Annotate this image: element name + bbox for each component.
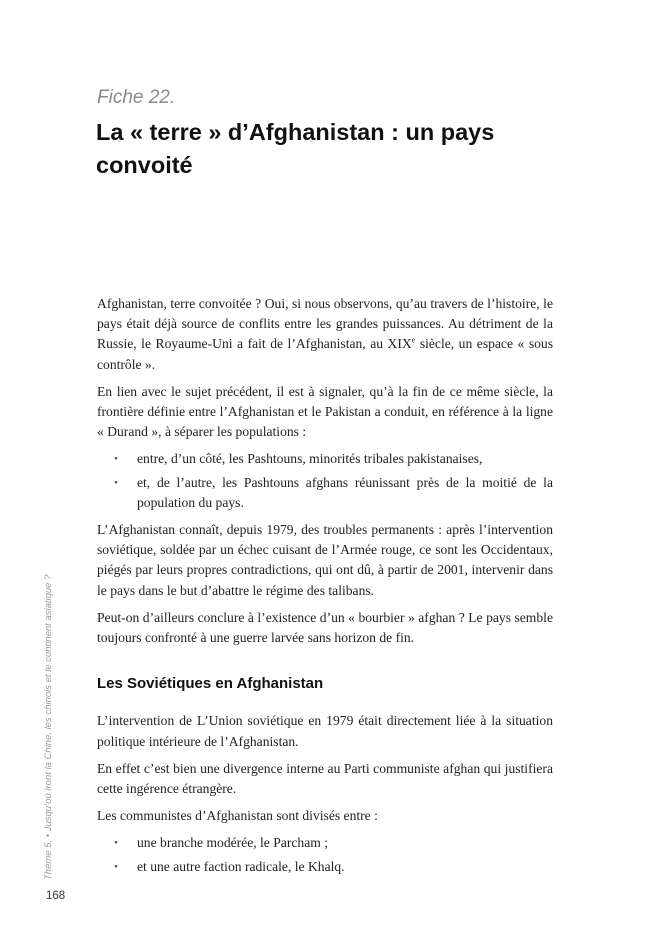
paragraph-intro-text-end: siècle, un espace « sous contrôle ». — [97, 336, 554, 372]
factions-list — [97, 833, 553, 876]
paragraph-intro — [97, 294, 553, 375]
list-item-text: une branche modérée, le Parcham ; — [137, 835, 328, 851]
bullet-icon: • — [114, 837, 118, 850]
fiche-number: Fiche 22. — [97, 87, 176, 108]
paragraph-communists: Les communistes d’Afghanistan sont divisés entre : — [97, 808, 378, 824]
body-text — [97, 294, 553, 884]
list-item — [97, 857, 553, 877]
list-item — [97, 473, 553, 513]
paragraph-intervention: L’intervention de L’Union soviétique en 1979 était directement liée à la situation politique intérieure de l’Afghanistan. — [97, 713, 553, 749]
paragraph-troubles: L’Afghanistan connaît, depuis 1979, des troubles permanents : après l’intervention soviétique, soldée par un échec cuisant de l’Armée rouge, ce sont les Occidentaux, piégés par leurs propres contradictions, qui ont dû, à partir de 2001, intervenir dans le pays dans le but d’abattre le régime des talibans. — [97, 522, 553, 598]
paragraph-divergence: En effet c’est bien une divergence interne au Parti communiste afghan qui justifiera cette ingérence étrangère. — [97, 760, 553, 797]
list-item-text: et, de l’autre, les Pashtouns afghans réunissant près de la moitié de la population du pays. — [137, 474, 553, 510]
sidebar-theme-label: Thème 5. • Jusqu’où iront la Chine, les chinois et le continent asiatique ? — [43, 574, 54, 880]
fiche-title: La « terre » d’Afghanistan : un pays convoité — [96, 119, 495, 178]
paragraph-border: En lien avec le sujet précédent, il est à signaler, qu’à la fin de ce même siècle, la frontière définie entre l’Afghanistan et le Pakistan a conduit, en référence à la ligne « Durand », à séparer les populations : — [97, 383, 553, 440]
list-item — [97, 833, 553, 853]
century-superscript: e — [411, 335, 416, 345]
list-item — [97, 449, 553, 469]
paragraph-intro-text: Afghanistan, terre convoitée ? Oui, si nous observons, qu’au travers de l’histoire, le pays était déjà source de conflits entre les grandes puissances. Au détriment de la Russie, le Royaume-Uni a fait de l’Afghanistan, au XIX — [97, 296, 553, 352]
bullet-icon: • — [114, 476, 118, 489]
bullet-icon: • — [114, 453, 118, 466]
paragraph-bourbier: Peut-on d’ailleurs conclure à l’existence d’un « bourbier » afghan ? Le pays semble toujours confronté à une guerre larvée sans horizon de fin. — [97, 609, 553, 646]
page-number: 168 — [46, 890, 66, 902]
list-item-text: et une autre faction radicale, le Khalq. — [137, 858, 345, 874]
bullet-icon: • — [114, 860, 118, 873]
section-heading: Les Soviétiques en Afghanistan — [97, 675, 324, 693]
list-item-text: entre, d’un côté, les Pashtouns, minorités tribales pakistanaises, — [137, 451, 483, 467]
populations-list — [97, 449, 553, 513]
